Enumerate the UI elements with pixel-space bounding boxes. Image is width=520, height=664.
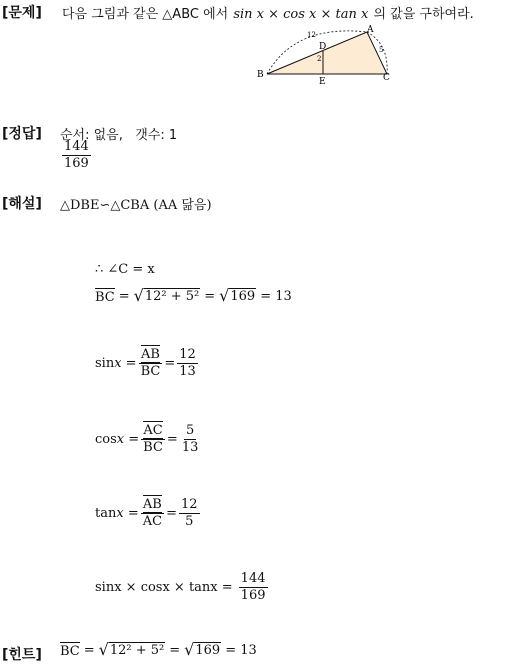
hint-label: [힌트]	[2, 647, 42, 663]
sin-value-denominator: 13	[179, 364, 196, 379]
tan-denominator: AC	[142, 514, 163, 529]
bc-result: = 13	[260, 289, 292, 304]
answer-fraction	[60, 140, 93, 171]
hint-result: = 13	[225, 643, 257, 658]
answer-numerator: 144	[64, 139, 89, 154]
explanation-label: [해설]	[2, 196, 42, 212]
bc-radicand: 12² + 5²	[144, 289, 200, 304]
sin-value-numerator: 12	[179, 347, 196, 362]
product-numerator: 144	[240, 571, 266, 586]
hint-radicand: 12² + 5²	[109, 643, 165, 658]
tan-value-numerator: 12	[180, 497, 198, 512]
sin-denominator: BC	[140, 364, 161, 379]
answer-label: [정답]	[2, 126, 42, 142]
problem-text-prefix: 다음 그림과 같은 △ABC 에서	[62, 7, 229, 22]
problem-text-suffix: 의 값을 구하여라.	[373, 7, 474, 22]
point-c-label: C	[383, 73, 390, 83]
triangle-figure	[255, 24, 395, 88]
product-denominator: 169	[240, 588, 266, 603]
problem-label: [문제]	[2, 5, 42, 21]
cos-value-denominator: 13	[181, 440, 199, 455]
cos-function: cos	[95, 432, 117, 447]
angle-statement: ∴ ∠C = x	[95, 262, 155, 277]
length-12-label: 12	[307, 31, 316, 39]
hint-bc-segment: BC	[60, 644, 80, 659]
cos-equation: cos x = $\frac{AC}{BC}$ = $\frac{5}{13}$	[95, 423, 199, 455]
product-lhs: sinx × cosx × tanx =	[95, 580, 233, 595]
length-5-label: 5	[379, 46, 384, 54]
hint-radicand-2: 169	[195, 643, 221, 658]
bc-equation: BC = √ 12² + 5² = √ 169 = 13	[95, 286, 292, 305]
point-a-label: A	[367, 25, 374, 35]
similarity-statement: △DBE∽△CBA (AA 닮음)	[60, 198, 212, 213]
tan-equation: tan x = $\frac{AB}{AC}$ = $\frac{12}{5}$	[95, 497, 198, 529]
sin-numerator: AB	[140, 347, 160, 362]
tan-numerator: AB	[142, 497, 162, 512]
product-equation	[95, 572, 270, 603]
tan-value-denominator: 5	[185, 514, 194, 529]
cos-value-numerator: 5	[185, 423, 195, 438]
point-b-label: B	[257, 70, 264, 80]
answer-line: 순서: 없음, 갯수: 1	[60, 128, 178, 143]
triangle-abc	[267, 32, 387, 74]
answer-denominator: 169	[64, 156, 89, 171]
problem-expression: sin x × cos x × tan x	[233, 7, 369, 22]
sin-function: sin	[95, 356, 115, 371]
tan-function: tan	[95, 506, 117, 521]
cos-denominator: BC	[143, 440, 163, 455]
length-2-label: 2	[317, 55, 322, 63]
sin-equation: sin x = $\frac{AB}{BC}$ = $\frac{12}{13}$	[95, 347, 196, 379]
point-d-label: D	[319, 42, 327, 52]
bc-radicand-2: 169	[230, 289, 256, 304]
hint-equation: BC = √ 12² + 5² = √ 169 = 13	[60, 640, 257, 659]
cos-numerator: AC	[143, 423, 163, 438]
bc-segment: BC	[95, 290, 115, 305]
point-e-label: E	[319, 77, 326, 87]
problem-text	[62, 3, 474, 22]
